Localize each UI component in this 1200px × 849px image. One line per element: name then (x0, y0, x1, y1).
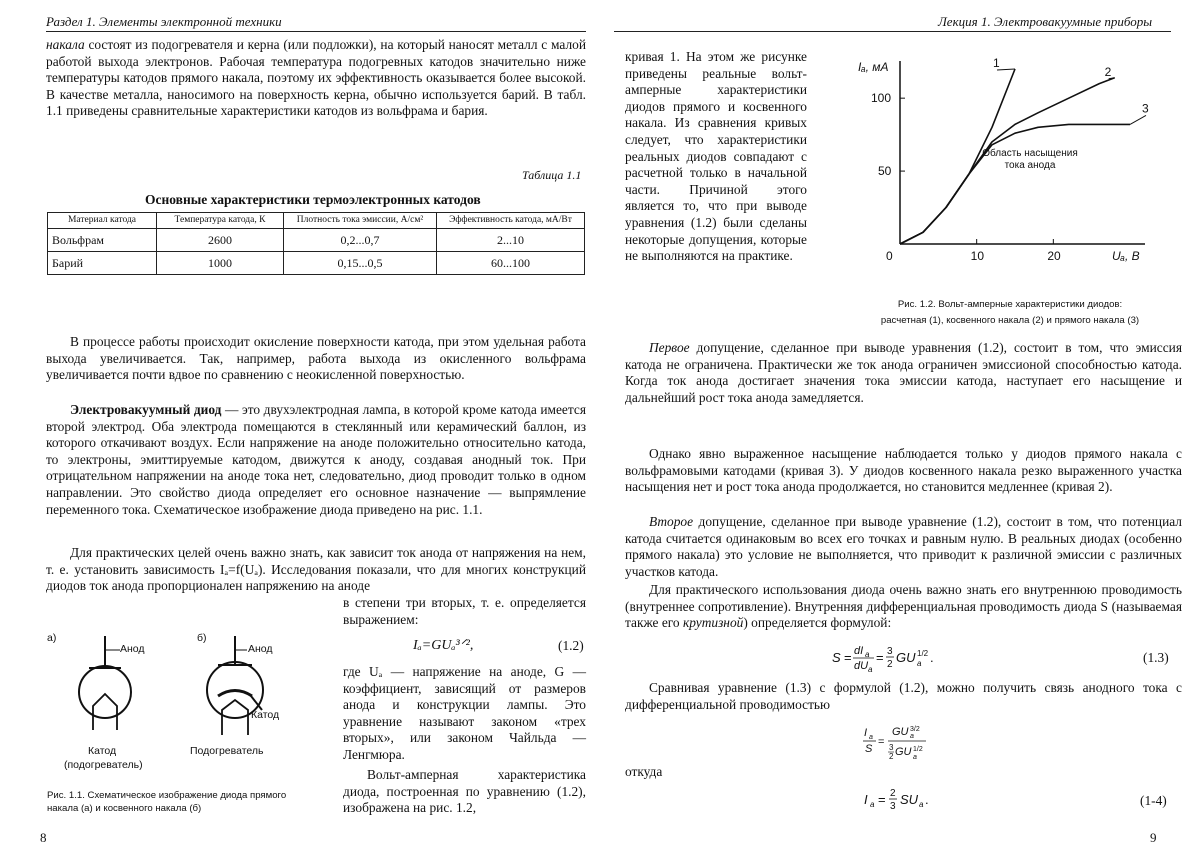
equation-1-4 (862, 782, 962, 818)
svg-text:3: 3 (889, 743, 894, 752)
equation-number: (1.2) (558, 638, 584, 653)
cathode-label-a: Катод (88, 745, 117, 757)
svg-text:3/2: 3/2 (910, 726, 920, 733)
table-cell: Барий (48, 252, 157, 275)
cathode-table (47, 212, 585, 275)
table-cell: 0,2...0,7 (284, 229, 437, 252)
svg-text:=: = (844, 650, 852, 665)
diode-schematic (40, 630, 340, 780)
oxidation-paragraph: В процессе работы происходит окисление поверхности катода, при этом удельная работа выхода увеличивается. Так, например, работа выхода из окисленного вольфрама увеличивается почти вдвое по сравнению с неокисленной поверхностью. (46, 334, 586, 383)
equation-number: (1.3) (1143, 650, 1169, 665)
saturation-paragraph: Однако явно выраженное насыщение наблюдается только у диодов прямого накала с вольфрамовыми катодами (кривая 3). У диодов косвенного накала резко выраженного участка насыщения нет и рост тока анода продолжается, но становится медленнее (кривая 2). (625, 446, 1182, 495)
conductance-text-end: ) определяется формулой: (743, 615, 892, 631)
intro-text: состоят из подогревателя и керна (или подложки), на который наносят металл с малой работой выхода электронов. Рабочая температура подогревных катодов значительно ниже температуры катодов прямого накала, поэтому их эффективность оказывается более высокой. В качестве металла, наносимого на поверхность керна, обычно используется барий. В табл. 1.1 приведены сравнительные характеристики катодов из вольфрама и бария. (46, 37, 586, 119)
svg-text:a: a (913, 754, 917, 761)
compare-paragraph: Сравнивая уравнение (1.3) с формулой (1.2), можно получить связь анодного тока с дифференциальной проводимостью (625, 680, 1182, 712)
equation-1-2: Iₐ=GUₐ³ᐟ², (413, 638, 474, 653)
where-paragraph: где Uₐ — напряжение на аноде, G — коэффициент, зависящий от размеров анода и конструкции лампы. Это уравнение называют законом «трех вторых», или законом Чайльда — Ленгмюра. (343, 664, 586, 762)
whence-word: откуда (625, 764, 663, 779)
diode-text: — это двухэлектродная лампа, в которой кроме катода имеется второй электрод. Оба электрода помещаются в стеклянный или керамический баллон, из которого откачивают воздух. Если напряжение на аноде положительно относительно катода, то электроны, эмиттируемые катодом, движутся к аноду, создавая анодный ток. При отрицательном напряжении на аноде тока нет, следовательно, диод проводит только в одном направлении. Это свойство диода определяет его основное назначение — выпрямление переменного тока. Схематическое изображение диода приведено на рис. 1.1. (46, 402, 586, 517)
x-axis-label: Uₐ, В (1112, 249, 1140, 263)
table-header: Плотность тока эмиссии, А/см² (284, 213, 437, 229)
svg-text:GU: GU (895, 746, 912, 758)
diode-paragraph (46, 402, 586, 518)
figure-1-2-caption-line1: Рис. 1.2. Вольт-амперные характеристики диодов: (897, 299, 1123, 310)
y-axis-label: Iₐ, мА (858, 60, 889, 74)
svg-text:=: = (878, 792, 886, 807)
svg-text:a: a (869, 734, 873, 741)
equation-ratio (862, 722, 962, 766)
svg-text:=: = (876, 650, 884, 665)
annotation-line2: тока анода (1004, 160, 1056, 171)
svg-text:2: 2 (889, 752, 894, 761)
right-page (600, 0, 1200, 849)
italic-word: накала (46, 37, 85, 52)
svg-text:GU: GU (892, 726, 909, 738)
y-tick-label: 100 (871, 91, 892, 106)
figure-label-b: б) (197, 632, 207, 644)
right-running-head: Лекция 1. Электровакуумные приборы (938, 14, 1153, 29)
svg-text:.: . (930, 650, 934, 665)
vac-chart (840, 44, 1180, 284)
svg-text:a: a (917, 659, 922, 668)
table-header: Температура катода, К (157, 213, 284, 229)
table-cell: 1000 (157, 252, 284, 275)
series-label-1: 1 (993, 56, 1000, 70)
table-header: Материал катода (48, 213, 157, 229)
table-header: Эффективность катода, мА/Вт (437, 213, 585, 229)
series-label-2: 2 (1104, 64, 1112, 79)
figure-label-a: а) (47, 632, 57, 644)
table-caption: Таблица 1.1 (522, 168, 582, 182)
svg-text:a: a (870, 800, 875, 809)
diode-term: Электровакуумный диод (70, 402, 222, 417)
svg-text:3: 3 (887, 646, 893, 657)
table-cell: Вольфрам (48, 229, 157, 252)
svg-text:a: a (868, 665, 873, 674)
table-row (48, 229, 585, 252)
practical-paragraph: Для практических целей очень важно знать, как зависит ток анода от напряжения на нем, т. е. установить зависимость Iₐ=f(Uₐ). Исследования показали, что для многих конструкций диодов ток анода пропорционален напряжению на аноде (46, 545, 586, 594)
svg-text:I: I (864, 727, 868, 739)
italic-word: Второе (649, 514, 694, 529)
svg-text:a: a (865, 650, 870, 659)
x-tick-label: 10 (970, 249, 985, 263)
curve1-paragraph: кривая 1. На этом же рисунке приведены реальные вольт-амперные характеристики диодов прямого и косвенного накала. Из сравнения кривых следует, что характеристики реальных диодов совпадают с расчетной только в начальной части. Причиной этого является то, что при выводе уравнения (1.2) были сделаны некоторые допущения, которые не выполняются на практике. (625, 49, 807, 264)
page-number-left: 8 (40, 830, 47, 845)
heater-label-b: Подогреватель (190, 745, 264, 757)
figure-1-2-caption (840, 297, 1180, 329)
first-assumption-paragraph (625, 340, 1182, 406)
svg-text:I: I (864, 792, 868, 807)
equation-1-3 (830, 638, 980, 678)
series-label-3: 3 (1142, 101, 1149, 116)
svg-text:SU: SU (900, 792, 919, 807)
cathode-label-b: Катод (251, 709, 280, 721)
table-row (48, 252, 585, 275)
svg-text:2: 2 (887, 659, 893, 670)
intro-paragraph (46, 37, 586, 120)
table-cell: 0,15...0,5 (284, 252, 437, 275)
heater-label-a: (подогреватель) (64, 759, 143, 771)
anode-label-b: Анод (248, 643, 273, 655)
anode-label-a: Анод (120, 643, 145, 655)
page-number-right: 9 (1150, 830, 1157, 845)
table-title: Основные характеристики термоэлектронных катодов (145, 192, 481, 207)
header-rule (46, 31, 586, 32)
svg-text:2: 2 (890, 788, 896, 799)
x-tick-label: 0 (886, 249, 893, 263)
vac-paragraph: Вольт-амперная характеристика диода, построенная по уравнению (1.2), изображена на рис. 1.2, (343, 767, 586, 816)
x-tick-label: 20 (1047, 249, 1061, 263)
svg-text:.: . (925, 792, 929, 807)
table-cell: 60...100 (437, 252, 585, 275)
svg-text:S: S (832, 650, 841, 665)
y-tick-label: 50 (878, 164, 892, 179)
svg-text:a: a (910, 733, 914, 740)
svg-text:GU: GU (896, 650, 916, 665)
svg-text:1/2: 1/2 (917, 649, 929, 658)
figure-1-1-caption: Рис. 1.1. Схематическое изображение диода прямого накала (а) и косвенного накала (б) (47, 790, 287, 814)
table-cell: 2600 (157, 229, 284, 252)
annotation-line1: Область насыщения (982, 148, 1078, 159)
practical-paragraph-cont: в степени три вторых, т. е. определяется выражением: (343, 595, 586, 627)
svg-text:=: = (878, 736, 885, 748)
conductance-text: Для практического использования диода очень важно знать его внутреннюю проводимость (внутреннее сопротивление). Внутренняя дифференциальная проводимость диода S (называемая также его (625, 582, 1182, 631)
svg-text:dI: dI (854, 645, 864, 657)
equation-number: (1-4) (1140, 793, 1167, 808)
second-assumption-text: допущение, сделанное при выводе уравнение (1.2), состоит в том, что потенциал катода считается одинаковым во всех его точках и равным нулю. В реальных диодах (особенно прямого накала) это условие не выполняется, что приводит к различной эмиссии с различных участков катода. (625, 514, 1182, 579)
figure-1-2-caption-line2: расчетная (1), косвенного накала (2) и прямого накала (3) (880, 315, 1140, 326)
svg-text:a: a (919, 800, 924, 809)
italic-word: Первое (649, 340, 690, 355)
svg-text:dU: dU (854, 660, 869, 672)
first-assumption-text: допущение, сделанное при выводе уравнения (1.2), состоит в том, что эмиссия катода не ограничена. Практически же ток анода ограничен эмиссионой способностью катода. Когда ток анода достигает значения тока эмиссии катода, наступает его насыщение и дальнейший рост тока анода замедляется. (625, 340, 1182, 405)
series-leader-1 (997, 69, 1015, 70)
svg-text:1/2: 1/2 (913, 746, 923, 753)
italic-word: крутизной (682, 615, 744, 631)
conductance-paragraph (625, 582, 1182, 632)
left-running-head: Раздел 1. Элементы электронной техники (46, 14, 282, 29)
table-cell: 2...10 (437, 229, 585, 252)
series-line-3 (900, 124, 1130, 244)
svg-text:S: S (865, 743, 873, 755)
svg-text:3: 3 (890, 801, 896, 812)
second-assumption-paragraph (625, 514, 1182, 580)
series-leader-3 (1130, 115, 1146, 124)
header-rule (614, 31, 1171, 32)
